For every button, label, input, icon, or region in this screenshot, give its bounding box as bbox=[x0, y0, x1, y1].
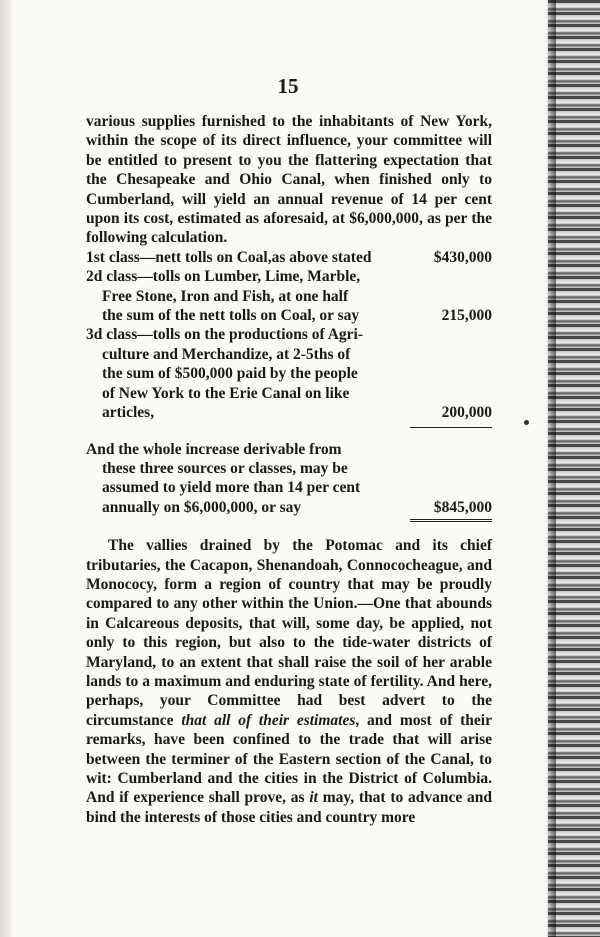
page-number: 15 bbox=[277, 74, 299, 98]
page-shadow bbox=[0, 0, 14, 937]
page-text bbox=[86, 112, 492, 827]
binding-edge bbox=[546, 0, 556, 937]
toll-table bbox=[86, 248, 492, 522]
paragraph-2: The vallies drained by the Potomac and its chief tributaries, the Cacapon, Shenandoah, Connococheague, and Monococy, form a region of country that may be proudly compared to any other within the Union.—One that abounds in Calcareous deposits, that will, some day, be applied, not only to this region, but also to the tide-water districts of Maryland, to an extent that shall raise the soil of her arable lands to a maximum and enduring state of fertility. And here, perhaps, your Committee had best advert to the circumstance that all of their estimates, and most of their remarks, have been confined to the trade that will arise between the terminer of the Eastern section of the Canal, to wit: Cumberland and the cities in the District of Columbia. And if experience shall prove, as it may, that to advance and bind the interests of those cities and country more bbox=[86, 537, 493, 826]
class-1-amount: $430,000 bbox=[433, 248, 492, 266]
class-3-label: 3d class—tolls on the productions of Agri- culture and Merchandize, at 2-5ths of the sum of $500,000 paid by the people of New York to the Erie Canal on like articles, bbox=[86, 326, 364, 422]
emphasis: it bbox=[309, 789, 318, 807]
class-1-label: 1st class—nett tolls on Coal,as above stated bbox=[86, 248, 372, 266]
paragraph-1: various supplies furnished to the inhabitants of New York, within the scope of its direct influence, your committee will be entitled to present to you the flattering expectation that the Chesapeake and Ohio Canal, when finished only to Cumberland, will yield an annual revenue of 14 per cent upon its cost, estimated as aforesaid, at $6,000,000, as per the following calculation. bbox=[86, 113, 492, 247]
total-row bbox=[86, 440, 492, 518]
emphasis: that all of their estimates bbox=[181, 711, 356, 729]
table-row bbox=[86, 325, 492, 422]
total-label: And the whole increase derivable from these three sources or classes, may be assumed to yield more than 14 per cent annually on $6,000,000, or say bbox=[86, 440, 361, 516]
class-2-amount: 215,000 bbox=[441, 307, 492, 325]
class-2-label: 2d class—tolls on Lumber, Lime, Marble, Free Stone, Iron and Fish, at one half the sum of the nett tolls on Coal, or say bbox=[86, 268, 361, 325]
table-row bbox=[86, 248, 492, 267]
total-amount: $845,000 bbox=[433, 498, 492, 516]
table-row bbox=[86, 267, 492, 325]
class-3-amount: 200,000 bbox=[441, 404, 492, 422]
ink-speck bbox=[524, 420, 529, 425]
